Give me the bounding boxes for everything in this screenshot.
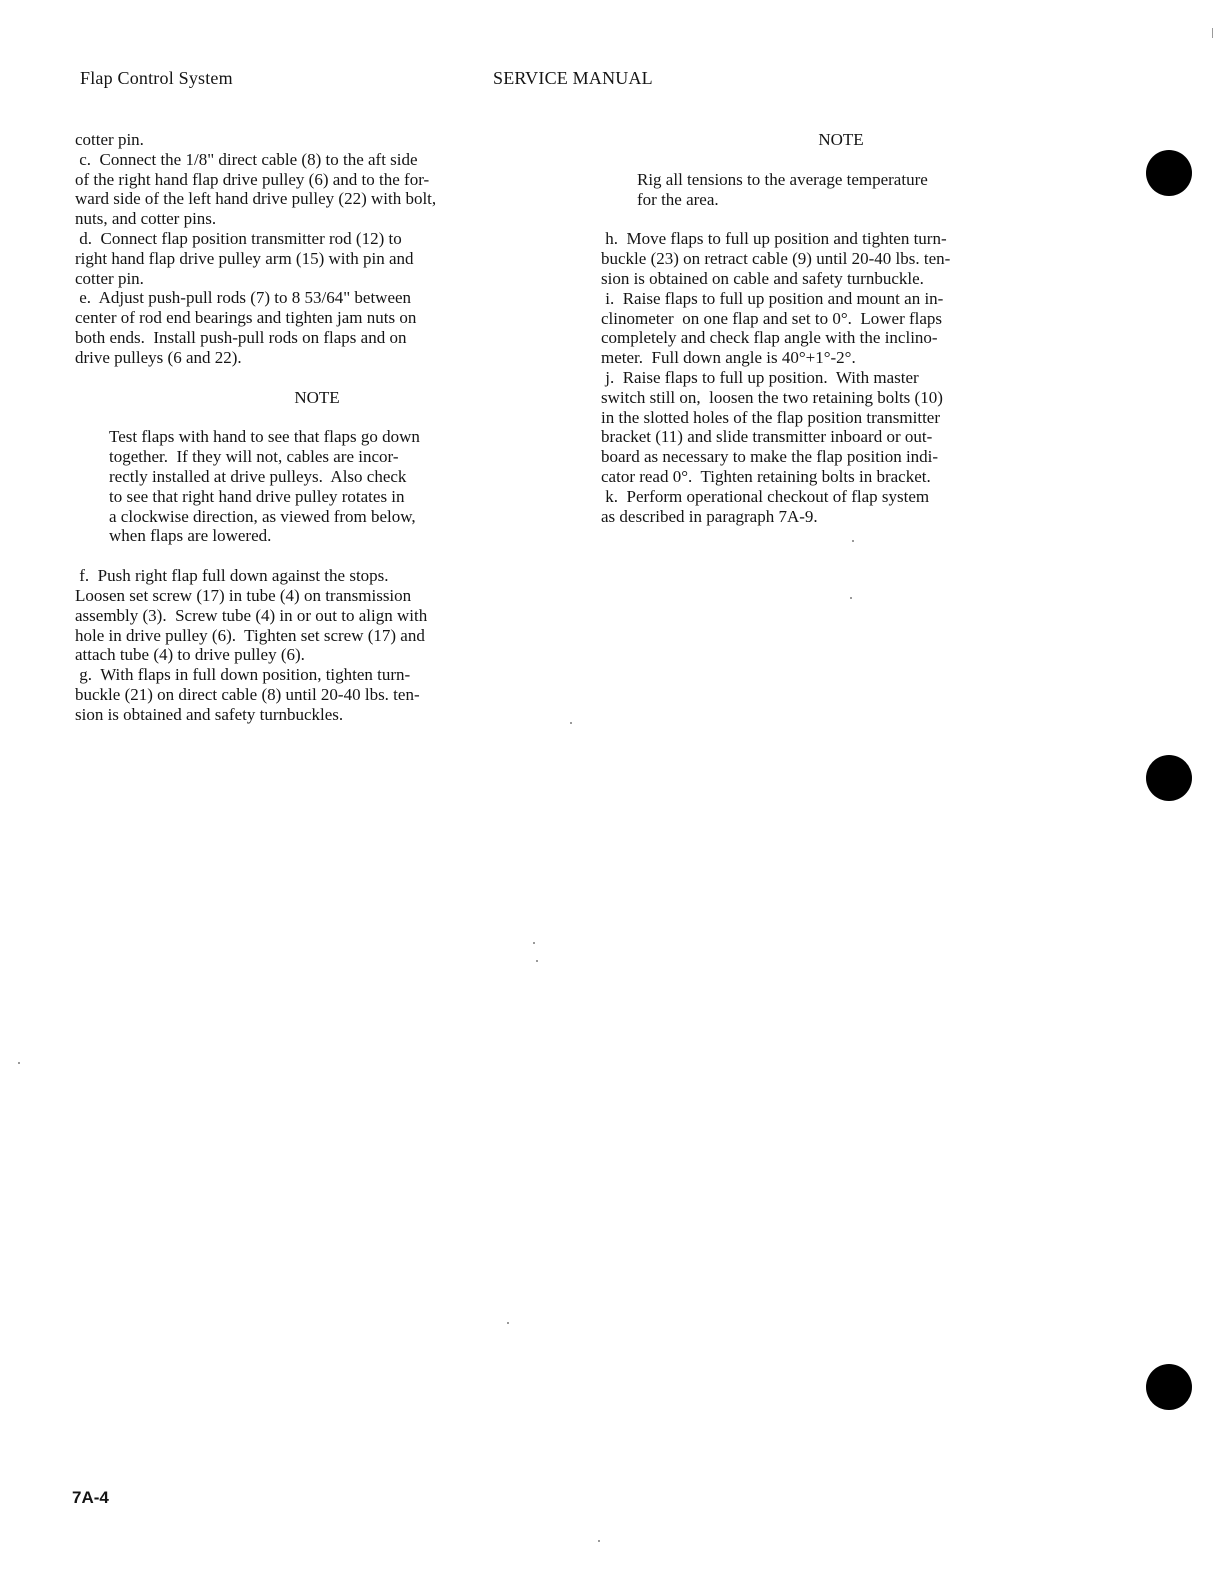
text-line: d. Connect flap position transmitter rod (12) to [75, 228, 402, 248]
step-i [601, 289, 1081, 368]
text-line: Rig all tensions to the average temperature [637, 169, 928, 189]
text-line: completely and check flap angle with the inclino- [601, 328, 938, 348]
text-line: of the right hand flap drive pulley (6) and to the for- [75, 169, 430, 189]
text-line: cotter pin. [75, 130, 144, 149]
binder-hole [1146, 150, 1192, 196]
scan-speck [507, 1322, 509, 1324]
text-line: in the slotted holes of the flap position transmitter [601, 407, 940, 427]
scan-speck [850, 597, 852, 599]
text-line: sion is obtained on cable and safety turnbuckle. [601, 268, 924, 288]
text-line: cator read 0°. Tighten retaining bolts in bracket. [601, 466, 931, 486]
text-line: both ends. Install push-pull rods on flaps and on [75, 327, 407, 347]
text-line: when flaps are lowered. [109, 526, 272, 546]
text-line: bracket (11) and slide transmitter inboard or out- [601, 427, 933, 447]
text-line: ward side of the left hand drive pulley (22) with bolt, [75, 189, 437, 209]
text-line: for the area. [637, 189, 719, 209]
text-line: center of rod end bearings and tighten jam nuts on [75, 308, 417, 328]
text-line: buckle (23) on retract cable (9) until 20-40 lbs. ten- [601, 249, 951, 269]
text-line: sion is obtained and safety turnbuckles. [75, 704, 344, 724]
left-column [75, 130, 555, 725]
text-line: switch still on, loosen the two retaining bolts (10) [601, 387, 943, 407]
text-line: nuts, and cotter pins. [75, 209, 217, 229]
text-line: h. Move flaps to full up position and tighten turn- [601, 229, 947, 249]
text-line: c. Connect the 1/8" direct cable (8) to the aft side [75, 149, 418, 169]
text-line: hole in drive pulley (6). Tighten set screw (17) and [75, 625, 425, 645]
text-line: meter. Full down angle is 40°+1°-2°. [601, 348, 856, 368]
scan-speck [598, 1540, 600, 1542]
step-k [601, 487, 1081, 527]
text-line: cotter pin. [75, 268, 144, 288]
text-line: j. Raise flaps to full up position. With master [601, 367, 919, 387]
manual-title: SERVICE MANUAL [493, 68, 653, 88]
binder-hole [1146, 1364, 1192, 1410]
text-line: Loosen set screw (17) in tube (4) on transmission [75, 585, 412, 605]
note-body [75, 427, 555, 546]
note-box [601, 130, 1081, 209]
text-line: a clockwise direction, as viewed from below, [109, 506, 416, 526]
text-line: board as necessary to make the flap position indi- [601, 447, 939, 467]
step-d [75, 229, 555, 288]
text-line: as described in paragraph 7A-9. [601, 506, 818, 526]
scan-speck [852, 540, 854, 542]
text-line: clinometer on one flap and set to 0°. Lower flaps [601, 308, 943, 328]
text-line: g. With flaps in full down position, tighten turn- [75, 665, 411, 685]
note-body [601, 170, 1081, 210]
binder-hole [1146, 755, 1192, 801]
note-heading: NOTE [818, 130, 864, 149]
text-line: assembly (3). Screw tube (4) in or out to align with [75, 605, 428, 625]
right-column [601, 130, 1081, 526]
note-box [75, 388, 555, 547]
text-line: e. Adjust push-pull rods (7) to 8 53/64" between [75, 288, 412, 308]
text-line: i. Raise flaps to full up position and mount an in- [601, 288, 944, 308]
step-j [601, 368, 1081, 487]
text-line: f. Push right flap full down against the stops. [75, 566, 389, 586]
scan-speck [18, 1062, 20, 1064]
text-line: buckle (21) on direct cable (8) until 20-40 lbs. ten- [75, 684, 420, 704]
page-number: 7A-4 [72, 1488, 109, 1507]
intro-fragment [75, 130, 555, 150]
scan-speck [536, 960, 538, 962]
text-line: to see that right hand drive pulley rotates in [109, 486, 405, 506]
text-line: attach tube (4) to drive pulley (6). [75, 645, 305, 665]
text-line: Test flaps with hand to see that flaps go down [109, 427, 420, 447]
step-g [75, 665, 555, 724]
step-f [75, 566, 555, 665]
text-line: together. If they will not, cables are incor- [109, 447, 399, 467]
text-line: right hand flap drive pulley arm (15) with pin and [75, 248, 414, 268]
scan-speck [1212, 28, 1213, 38]
text-line: drive pulleys (6 and 22). [75, 347, 242, 367]
section-title: Flap Control System [80, 68, 233, 88]
text-line: rectly installed at drive pulleys. Also check [109, 466, 407, 486]
scan-speck [570, 722, 572, 724]
scan-speck [533, 942, 535, 944]
step-h [601, 229, 1081, 288]
step-c [75, 150, 555, 229]
note-heading: NOTE [294, 387, 340, 407]
step-e [75, 288, 555, 367]
text-line: k. Perform operational checkout of flap system [601, 486, 930, 506]
